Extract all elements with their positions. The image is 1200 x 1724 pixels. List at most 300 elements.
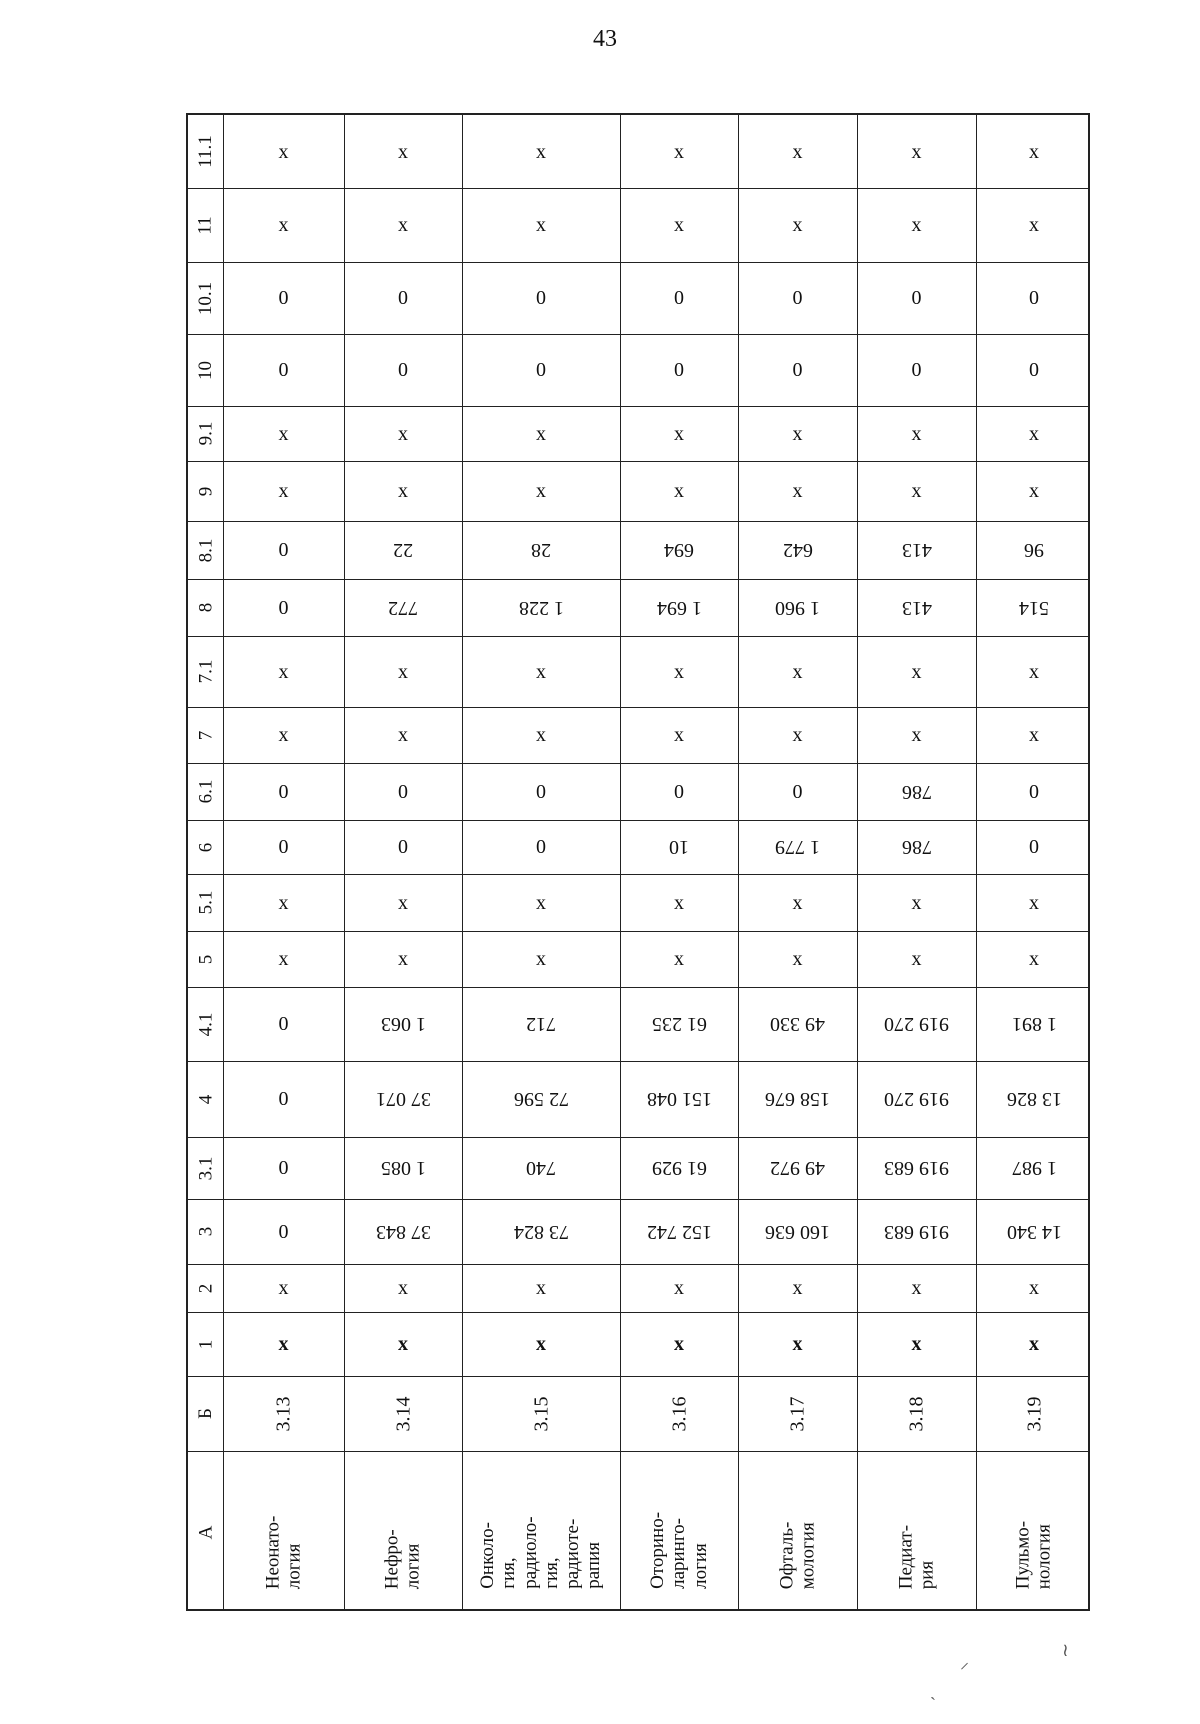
- cell-value: 0: [398, 836, 408, 858]
- row-code: 3.14: [392, 1396, 414, 1431]
- row-name-line: мология: [797, 1522, 819, 1589]
- table-cell: [620, 1312, 738, 1376]
- table-cell: [738, 707, 857, 763]
- cell-value: x: [398, 660, 408, 683]
- table-cell: [976, 115, 1092, 188]
- table-cell: [462, 579, 620, 636]
- column-header: [188, 1312, 223, 1376]
- table-cell: [620, 1137, 738, 1199]
- cell-value: 0: [278, 836, 289, 858]
- table-cell: [344, 188, 462, 262]
- column-header-label: 7.1: [195, 659, 216, 684]
- cell-value: x: [674, 1277, 684, 1299]
- cell-value: x: [278, 214, 289, 236]
- table-cell: [976, 1312, 1092, 1376]
- cell-value: 0: [911, 287, 922, 309]
- row-name-line: Онколо-: [477, 1522, 499, 1589]
- cell-value: 0: [536, 780, 546, 803]
- cell-value: 1 085: [380, 1157, 426, 1179]
- cell-value: x: [792, 214, 803, 236]
- cell-value: 0: [398, 780, 408, 803]
- table-cell: [462, 636, 620, 707]
- cell-value: 642: [782, 539, 813, 561]
- table-cell: [462, 1061, 620, 1137]
- table-cell: [344, 406, 462, 461]
- table-cell: [462, 115, 620, 188]
- column-header: [188, 1061, 223, 1137]
- cell-value: x: [1029, 891, 1039, 914]
- cell-value: 1 987: [1011, 1157, 1057, 1179]
- table-cell: [857, 931, 976, 987]
- row-code: 3.13: [272, 1396, 295, 1431]
- cell-value: 0: [278, 539, 289, 561]
- cell-value: x: [792, 1277, 803, 1299]
- row-name-line: ларинго-: [668, 1518, 690, 1589]
- table-cell: [223, 262, 344, 334]
- cell-value: 1 694: [656, 596, 702, 619]
- cell-value: x: [398, 948, 408, 970]
- cell-value: 22: [393, 539, 413, 561]
- cell-value: x: [674, 1333, 684, 1355]
- cell-value: x: [911, 660, 922, 683]
- cell-value: 28: [531, 539, 551, 561]
- table-cell: [738, 406, 857, 461]
- table-cell: [344, 1137, 462, 1199]
- cell-value: 1 228: [518, 596, 564, 619]
- column-header-label: 9.1: [195, 421, 216, 446]
- cell-value: 0: [278, 596, 289, 619]
- table-cell: [620, 406, 738, 461]
- column-header-label: А: [194, 1525, 216, 1539]
- cell-value: 0: [1029, 836, 1039, 858]
- cell-value: 1 960: [775, 596, 820, 619]
- table-cell: [223, 874, 344, 931]
- cell-value: x: [398, 1277, 408, 1299]
- table-cell: [223, 1376, 344, 1451]
- table-cell: [462, 521, 620, 579]
- cell-value: 0: [792, 359, 803, 381]
- table-cell: [223, 931, 344, 987]
- cell-value: x: [911, 214, 922, 236]
- table-cell: [738, 334, 857, 406]
- cell-value: x: [674, 214, 684, 236]
- column-header-label: 11.1: [194, 135, 216, 168]
- cell-value: 786: [901, 836, 932, 858]
- cell-value: 0: [398, 287, 408, 309]
- table-cell: [738, 1199, 857, 1264]
- cell-value: 37 071: [375, 1088, 431, 1110]
- table-cell: [223, 461, 344, 521]
- table-cell: [976, 707, 1092, 763]
- column-header-label: 4.1: [195, 1012, 216, 1036]
- cell-value: 152 742: [646, 1220, 712, 1243]
- cell-value: 712: [526, 1013, 556, 1035]
- cell-value: 0: [792, 287, 803, 309]
- cell-value: x: [536, 1277, 546, 1299]
- table-cell: [738, 115, 857, 188]
- table-cell: [620, 1199, 738, 1264]
- table-cell: [976, 874, 1092, 931]
- table-cell: [344, 579, 462, 636]
- row-code: 3.19: [1023, 1396, 1045, 1431]
- row-code: 3.17: [786, 1396, 809, 1431]
- cell-value: 0: [674, 287, 684, 309]
- pen-mark: ˎ: [930, 1680, 936, 1700]
- table-cell: [620, 763, 738, 820]
- cell-value: 919 270: [884, 1013, 949, 1035]
- table-cell: [223, 1264, 344, 1312]
- column-header: [188, 461, 223, 521]
- cell-value: 13 826: [1006, 1088, 1062, 1110]
- row-name: [776, 1475, 819, 1589]
- table-cell: [976, 188, 1092, 262]
- page-number: 43: [593, 26, 617, 52]
- cell-value: 0: [674, 780, 684, 803]
- table-cell: [223, 763, 344, 820]
- column-header-label: 5: [195, 954, 216, 964]
- table-cell: [344, 521, 462, 579]
- cell-value: 514: [1019, 596, 1049, 619]
- table-cell: [976, 763, 1092, 820]
- table-cell: [462, 987, 620, 1061]
- cell-value: x: [536, 724, 546, 746]
- row-name: [382, 1475, 425, 1589]
- table-cell: [462, 820, 620, 874]
- table-cell: [976, 931, 1092, 987]
- cell-value: 0: [278, 1088, 289, 1110]
- table-cell: [462, 1199, 620, 1264]
- cell-value: x: [792, 891, 803, 914]
- cell-value: 0: [536, 287, 546, 309]
- row-name-line: логия: [403, 1543, 424, 1589]
- row-name-line: радиоте-: [562, 1518, 584, 1589]
- cell-value: x: [398, 214, 408, 236]
- cell-value: 1 779: [775, 836, 820, 858]
- table-cell: [344, 1061, 462, 1137]
- table-cell: [738, 1137, 857, 1199]
- table-cell: [344, 931, 462, 987]
- table-cell: [462, 1312, 620, 1376]
- table-cell: [976, 1376, 1092, 1451]
- cell-value: 61 929: [651, 1157, 707, 1179]
- cell-value: x: [674, 724, 684, 746]
- table-cell: [344, 1312, 462, 1376]
- cell-value: 740: [526, 1157, 556, 1179]
- table-cell: [620, 931, 738, 987]
- column-header-label: 6: [195, 842, 216, 852]
- cell-value: x: [278, 480, 289, 502]
- row-name-line: гия,: [541, 1557, 562, 1589]
- cell-value: x: [911, 422, 922, 445]
- cell-value: x: [792, 480, 803, 502]
- column-header-label: Б: [194, 1408, 216, 1419]
- cell-value: x: [792, 724, 803, 746]
- column-header-label: 8: [195, 602, 216, 613]
- column-header: [188, 636, 223, 707]
- table-cell: [857, 636, 976, 707]
- table-cell: [857, 874, 976, 931]
- column-header-label: 5.1: [195, 890, 216, 915]
- cell-value: 72 596: [513, 1088, 569, 1110]
- column-header: [188, 406, 223, 461]
- cell-value: 919 683: [884, 1220, 949, 1243]
- cell-value: 0: [674, 359, 684, 381]
- table-cell: [462, 1376, 620, 1451]
- row-name-cell: [620, 1451, 738, 1613]
- table-cell: [223, 820, 344, 874]
- row-name-line: рапия: [583, 1542, 605, 1589]
- cell-value: x: [674, 948, 684, 970]
- row-name-line: Нефро-: [381, 1528, 403, 1589]
- cell-value: x: [278, 1277, 289, 1299]
- row-name-line: Пульмо-: [1012, 1520, 1034, 1589]
- column-header: [188, 1264, 223, 1312]
- cell-value: x: [278, 948, 289, 970]
- cell-value: x: [674, 422, 684, 445]
- table-cell: [976, 1264, 1092, 1312]
- table-cell: [857, 334, 976, 406]
- cell-value: x: [792, 660, 803, 683]
- column-header-label: 10.1: [195, 281, 216, 315]
- column-header-label: 8.1: [195, 538, 216, 562]
- table-cell: [857, 521, 976, 579]
- pen-mark: ⸝: [960, 1652, 969, 1672]
- cell-value: 37 843: [375, 1220, 431, 1243]
- cell-value: 0: [792, 780, 803, 803]
- table-cell: [976, 820, 1092, 874]
- cell-value: x: [911, 891, 922, 914]
- table-cell: [344, 820, 462, 874]
- row-name-line: Офталь-: [776, 1521, 798, 1589]
- column-header-label: 11: [194, 215, 216, 235]
- cell-value: 96: [1024, 539, 1044, 561]
- cell-value: x: [1029, 422, 1039, 445]
- table-cell: [976, 1137, 1092, 1199]
- cell-value: 694: [664, 539, 694, 561]
- column-header: [188, 1199, 223, 1264]
- cell-value: 772: [388, 596, 418, 619]
- cell-value: 0: [536, 359, 546, 381]
- table-cell: [857, 262, 976, 334]
- cell-value: x: [792, 422, 803, 445]
- column-header: [188, 874, 223, 931]
- row-name-cell: [976, 1451, 1092, 1613]
- column-header-label: 6.1: [195, 779, 216, 804]
- table-cell: [462, 1137, 620, 1199]
- cell-value: 0: [911, 359, 922, 381]
- cell-value: 0: [1029, 359, 1039, 381]
- column-header-label: 9: [195, 486, 216, 496]
- table-cell: [462, 931, 620, 987]
- row-name-line: Неонато-: [262, 1515, 284, 1589]
- table-cell: [738, 188, 857, 262]
- table-cell: [976, 987, 1092, 1061]
- table-cell: [857, 763, 976, 820]
- pen-mark: ≀: [1062, 1640, 1069, 1660]
- column-header-label: 4: [195, 1094, 216, 1104]
- table-cell: [344, 1376, 462, 1451]
- table-cell: [857, 707, 976, 763]
- cell-value: 49 972: [770, 1157, 825, 1179]
- table-cell: [620, 461, 738, 521]
- cell-value: x: [278, 1333, 289, 1355]
- table-cell: [857, 987, 976, 1061]
- table-cell: [738, 1312, 857, 1376]
- cell-value: 1 891: [1011, 1013, 1057, 1035]
- cell-value: 0: [398, 359, 408, 381]
- table-cell: [620, 707, 738, 763]
- table-cell: [462, 763, 620, 820]
- table-cell: [620, 987, 738, 1061]
- column-header: [188, 931, 223, 987]
- table-cell: [857, 1199, 976, 1264]
- cell-value: x: [398, 1333, 408, 1355]
- row-name-line: Оторино-: [647, 1512, 669, 1589]
- table-cell: [620, 1061, 738, 1137]
- row-name-cell: [462, 1451, 620, 1613]
- cell-value: 0: [278, 780, 289, 803]
- table-cell: [344, 763, 462, 820]
- cell-value: 0: [278, 1013, 289, 1035]
- cell-value: x: [398, 140, 408, 163]
- table-cell: [344, 1264, 462, 1312]
- cell-value: x: [674, 660, 684, 683]
- cell-value: x: [674, 140, 684, 163]
- data-table: [186, 113, 1090, 1611]
- cell-value: x: [536, 214, 546, 236]
- table-cell: [223, 579, 344, 636]
- cell-value: x: [1029, 140, 1039, 163]
- table-cell: [738, 874, 857, 931]
- row-name-line: гия,: [498, 1557, 520, 1589]
- row-name-cell: [223, 1451, 344, 1613]
- cell-value: 14 340: [1006, 1220, 1062, 1243]
- cell-value: x: [278, 422, 289, 445]
- cell-value: x: [278, 724, 289, 746]
- cell-value: x: [536, 140, 546, 163]
- cell-value: x: [536, 1333, 546, 1355]
- cell-value: x: [398, 724, 408, 746]
- column-header: [188, 579, 223, 636]
- cell-value: 919 683: [884, 1157, 949, 1179]
- cell-value: x: [398, 891, 408, 914]
- cell-value: 0: [536, 836, 546, 858]
- cell-value: x: [278, 891, 289, 914]
- table-cell: [620, 262, 738, 334]
- column-header: [188, 188, 223, 262]
- cell-value: 0: [1029, 780, 1039, 803]
- table-cell: [462, 707, 620, 763]
- cell-value: 1 063: [380, 1013, 426, 1035]
- column-header: [188, 763, 223, 820]
- cell-value: x: [1029, 1277, 1039, 1299]
- table-cell: [976, 262, 1092, 334]
- table-cell: [857, 1312, 976, 1376]
- cell-value: x: [1029, 660, 1039, 683]
- table-cell: [857, 1061, 976, 1137]
- cell-value: 10: [669, 836, 689, 858]
- column-header-label: 3: [195, 1226, 216, 1237]
- table-cell: [344, 636, 462, 707]
- table-cell: [857, 1137, 976, 1199]
- cell-value: 61 235: [651, 1013, 707, 1035]
- table-cell: [223, 1137, 344, 1199]
- table-cell: [738, 1061, 857, 1137]
- column-header-label: 3.1: [195, 1156, 216, 1180]
- row-name-cell: [857, 1451, 976, 1613]
- cell-value: x: [674, 480, 684, 502]
- cell-value: x: [536, 891, 546, 914]
- table-cell: [223, 1312, 344, 1376]
- cell-value: x: [398, 422, 408, 445]
- table-cell: [620, 874, 738, 931]
- cell-value: 413: [901, 596, 932, 619]
- table-cell: [344, 334, 462, 406]
- cell-value: x: [911, 1333, 922, 1355]
- cell-value: x: [278, 660, 289, 683]
- cell-value: x: [911, 1277, 922, 1299]
- table-cell: [738, 579, 857, 636]
- row-code: 3.16: [668, 1396, 690, 1431]
- table-cell: [344, 262, 462, 334]
- table-cell: [857, 115, 976, 188]
- table-cell: [462, 1264, 620, 1312]
- table-cell: [976, 579, 1092, 636]
- table-cell: [344, 987, 462, 1061]
- cell-value: x: [536, 422, 546, 445]
- cell-value: 0: [278, 1220, 289, 1243]
- table-cell: [857, 188, 976, 262]
- column-header: [188, 521, 223, 579]
- cell-value: 786: [901, 780, 932, 803]
- row-name-cell: [738, 1451, 857, 1613]
- table-cell: [223, 1199, 344, 1264]
- table-cell: [857, 1264, 976, 1312]
- table-cell: [344, 115, 462, 188]
- cell-value: x: [1029, 948, 1039, 970]
- cell-value: x: [536, 480, 546, 502]
- cell-value: x: [278, 140, 289, 163]
- table-cell: [857, 1376, 976, 1451]
- table-cell: [738, 931, 857, 987]
- row-name-line: логия: [283, 1543, 305, 1589]
- table-cell: [462, 874, 620, 931]
- table-cell: [223, 521, 344, 579]
- cell-value: x: [911, 140, 922, 163]
- cell-value: x: [536, 660, 546, 683]
- row-name-cell: [344, 1451, 462, 1613]
- row-name-line: радиоло-: [519, 1516, 541, 1589]
- cell-value: 73 824: [513, 1220, 569, 1243]
- table-cell: [462, 461, 620, 521]
- table-cell: [620, 1376, 738, 1451]
- table-cell: [223, 1061, 344, 1137]
- row-name-line: Педиат-: [895, 1524, 917, 1589]
- cell-value: 151 048: [646, 1088, 712, 1110]
- row-name: [647, 1475, 711, 1589]
- table-cell: [976, 1061, 1092, 1137]
- row-name-line: нология: [1034, 1523, 1055, 1589]
- column-header: [188, 115, 223, 188]
- table-cell: [738, 820, 857, 874]
- row-name: [262, 1475, 305, 1589]
- table-cell: [738, 262, 857, 334]
- cell-value: x: [911, 724, 922, 746]
- table-cell: [620, 521, 738, 579]
- row-name-line: логия: [689, 1543, 711, 1589]
- cell-value: x: [1029, 724, 1039, 746]
- table-cell: [857, 820, 976, 874]
